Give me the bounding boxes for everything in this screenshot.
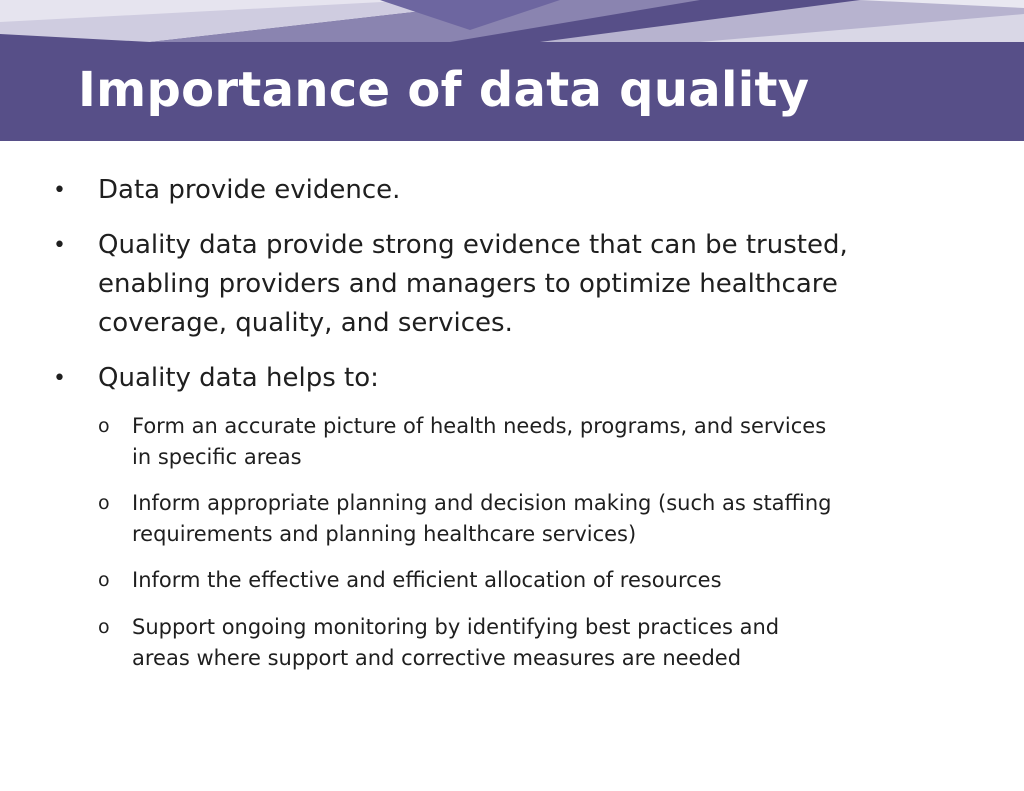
- sub-bullet-line: requirements and planning healthcare services): [132, 522, 637, 546]
- bullet-line: coverage, quality, and services.: [98, 308, 513, 338]
- sub-bullet-line: Inform appropriate planning and decision making (such as staffing: [132, 491, 832, 515]
- bullet-quality-data-evidence: [98, 226, 848, 343]
- sub-bullet-line: Form an accurate picture of health needs, programs, and services: [132, 414, 827, 438]
- sub-bullet-line: in specific areas: [132, 445, 302, 469]
- sub-bullet-line: Support ongoing monitoring by identifying best practices and: [132, 615, 780, 639]
- sub-bullet-allocation: [132, 565, 722, 596]
- sub-bullet-monitoring: [132, 612, 779, 674]
- sub-bullet-marker: o: [98, 415, 110, 437]
- header-banner: [0, 0, 1024, 141]
- sub-bullet-marker: o: [98, 569, 110, 591]
- bullet-line: enabling providers and managers to optimize healthcare: [98, 269, 838, 299]
- sub-bullet-marker: o: [98, 616, 110, 638]
- bullet-line: Data provide evidence.: [98, 175, 401, 205]
- bullet-line: Quality data provide strong evidence that can be trusted,: [98, 230, 848, 260]
- sub-bullet-marker: o: [98, 492, 110, 514]
- slide-title: Importance of data quality: [78, 62, 810, 118]
- bullet-marker: •: [53, 233, 66, 258]
- sub-bullet-line: Inform the effective and efficient allocation of resources: [132, 568, 722, 592]
- bullet-line: Quality data helps to:: [98, 363, 379, 393]
- sub-bullet-planning: [132, 488, 832, 550]
- sub-bullet-line: areas where support and corrective measures are needed: [132, 646, 742, 670]
- sub-bullet-accurate-picture: [132, 411, 826, 473]
- bullet-marker: •: [53, 178, 66, 203]
- bullet-data-provide-evidence: [98, 171, 400, 210]
- bullet-quality-data-helps: [98, 359, 379, 398]
- bullet-marker: •: [53, 366, 66, 391]
